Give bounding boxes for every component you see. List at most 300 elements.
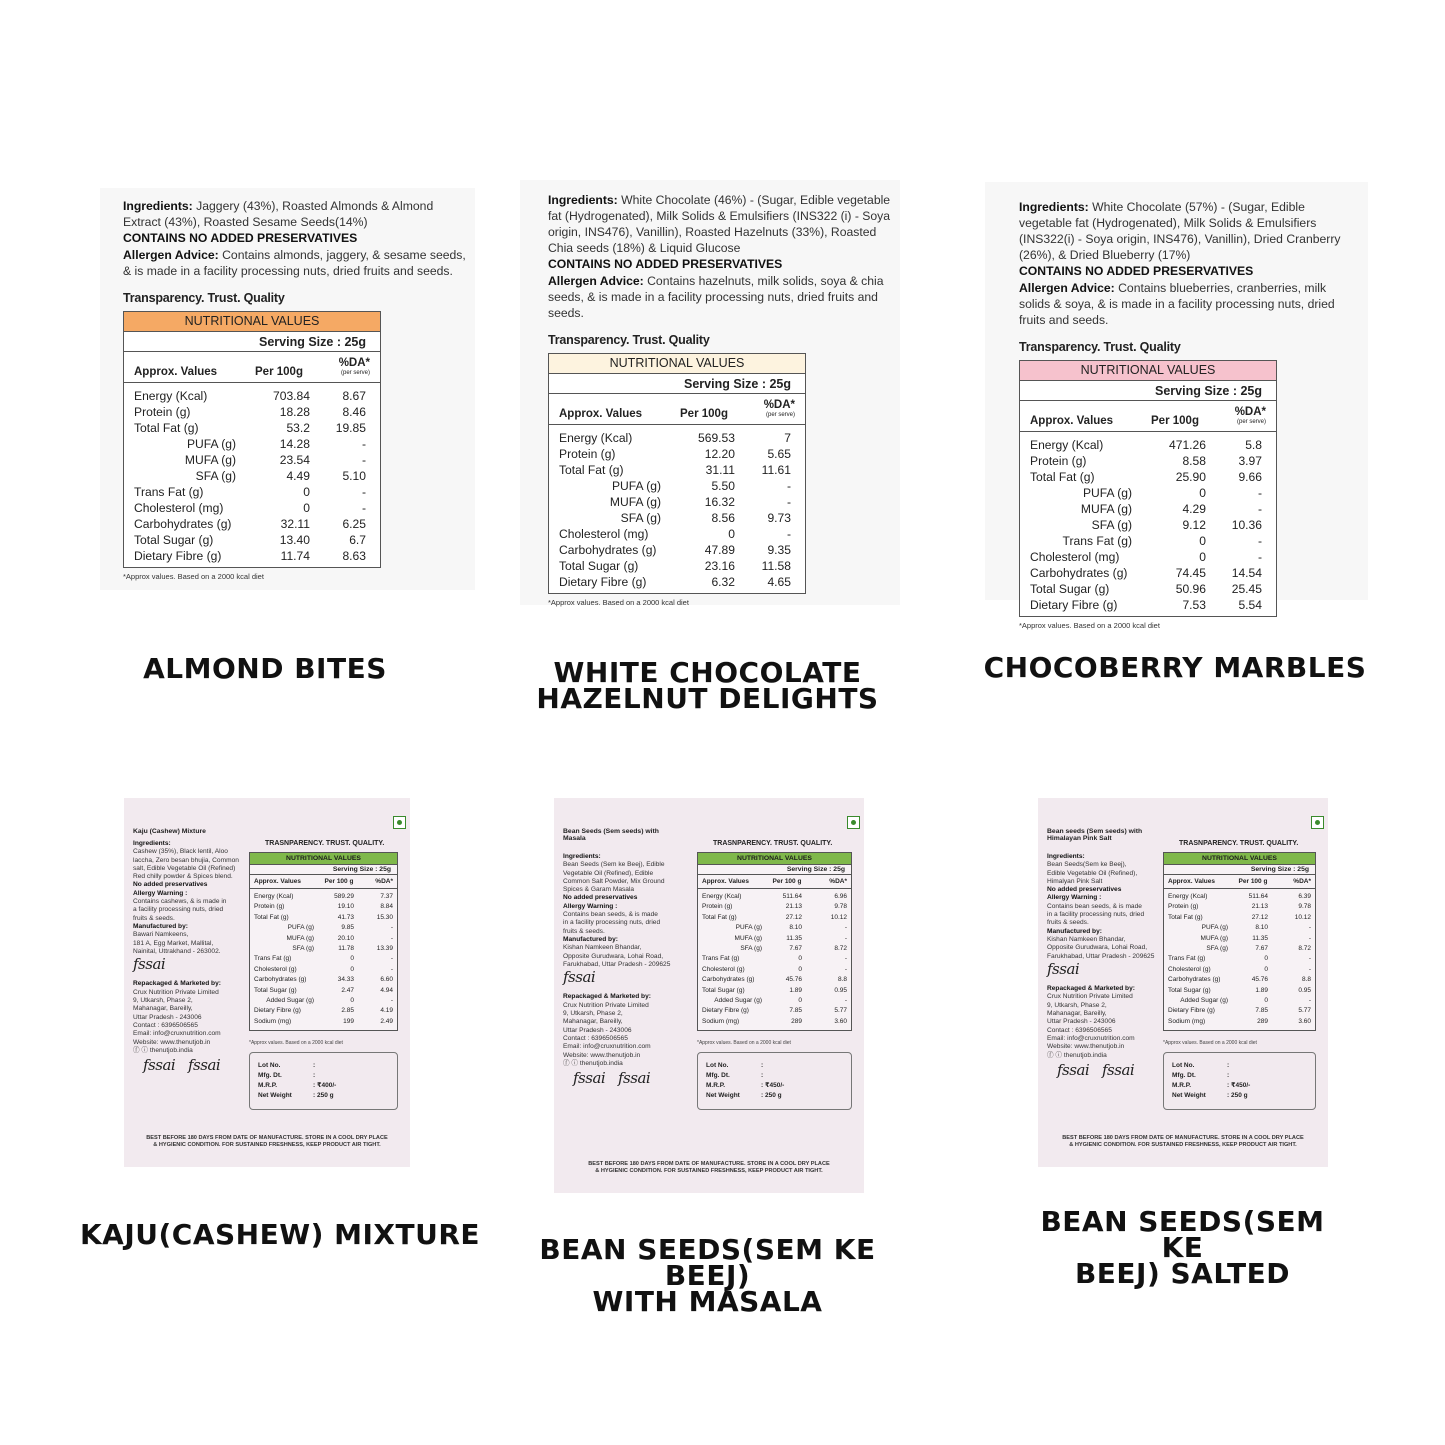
percent-da-value: 10.12 bbox=[1294, 913, 1311, 921]
label-text-line: in a facility processing nuts, dried bbox=[563, 919, 661, 927]
label-text-line: Himalyan Pink Salt bbox=[1047, 877, 1103, 885]
table-row bbox=[254, 892, 393, 902]
percent-da-value: 2.49 bbox=[380, 1017, 393, 1025]
col-percent-da-sub: (per serve) bbox=[1236, 419, 1266, 425]
lot-value: : ₹400/- bbox=[313, 1082, 337, 1089]
per-100g-value: 21.13 bbox=[785, 903, 802, 911]
per-100g-value: 7.85 bbox=[789, 1007, 802, 1015]
lot-key: Lot No. bbox=[258, 1062, 281, 1069]
table-row bbox=[254, 934, 393, 944]
label-text-line: Website: www.thenutjob.in bbox=[133, 1038, 211, 1046]
nutrient-name: Energy (Kcal) bbox=[702, 893, 742, 900]
label-text-line: Mahanagar, Bareilly, bbox=[563, 1018, 623, 1026]
per-100g-value: 34.33 bbox=[337, 976, 354, 984]
label-text-line: fruits & seeds. bbox=[1047, 919, 1089, 927]
nutrient-name: MUFA (g) bbox=[286, 934, 314, 942]
table-row bbox=[702, 965, 847, 975]
col-approx-values: Approx. Values bbox=[254, 878, 301, 885]
label-text-line: a facility processing nuts, dried bbox=[133, 906, 224, 914]
lot-value: : bbox=[1227, 1062, 1230, 1069]
nutrient-name: Carbohydrates (g) bbox=[1168, 976, 1221, 984]
per-100g-value: 4.49 bbox=[286, 469, 310, 483]
table-row bbox=[1030, 565, 1266, 581]
nutrient-name: PUFA (g) bbox=[735, 924, 762, 932]
per-100g-value: 9.85 bbox=[341, 924, 354, 932]
per-100g-value: 21.13 bbox=[1251, 903, 1268, 911]
table-row bbox=[134, 484, 370, 500]
nutrient-name: Trans Fat (g) bbox=[1168, 955, 1206, 963]
ingredients-value: White Chocolate (46%) - (Sugar, Edible vegetable fat (Hydrogenated), Milk Solids & Emulsifiers (INS322 (i) - Soya origin, INS476), Vanillin), Roasted Hazelnuts (33%), Roasted Chia seeds (18%) & Liquid Glucose bbox=[548, 193, 891, 255]
col-approx-values: Approx. Values bbox=[1168, 878, 1215, 885]
per-100g-value: 31.11 bbox=[705, 463, 735, 477]
label-text-line: Spices & Garam Masala bbox=[563, 886, 635, 894]
lot-value: : 250 g bbox=[1227, 1092, 1248, 1099]
fssai-logo: fssai bbox=[1057, 1060, 1090, 1079]
table-row bbox=[134, 436, 370, 452]
percent-da-value: - bbox=[844, 997, 847, 1005]
label-text-line: No added preservatives bbox=[133, 881, 208, 889]
preservatives-note: CONTAINS NO ADDED PRESERVATIVES bbox=[548, 257, 783, 271]
label-text-line: Uttar Pradesh - 243006 bbox=[1047, 1018, 1116, 1026]
per-100g-value: 27.12 bbox=[785, 913, 802, 921]
percent-da-value: - bbox=[361, 501, 366, 515]
label-text-line: Vegetable Oil (Refined), Edible bbox=[563, 869, 654, 877]
nutrient-name: Added Sugar (g) bbox=[266, 997, 314, 1005]
per-100g-value: 0 bbox=[303, 501, 310, 515]
nutrient-name: Total Fat (g) bbox=[559, 463, 624, 477]
per-100g-value: 199 bbox=[343, 1017, 354, 1025]
label-text-line: No added preservatives bbox=[1047, 886, 1122, 894]
table-column-headers bbox=[549, 394, 805, 425]
per-100g-value: 11.35 bbox=[1252, 934, 1268, 942]
nutrient-name: SFA (g) bbox=[1206, 945, 1228, 953]
table-column-headers bbox=[698, 875, 851, 889]
table-row bbox=[134, 468, 370, 484]
label-text-line: 9, Utkarsh, Phase 2, bbox=[1047, 1001, 1107, 1009]
percent-da-value: - bbox=[844, 934, 847, 942]
nutrient-name: Protein (g) bbox=[254, 903, 285, 911]
nutrient-name: Carbohydrates (g) bbox=[254, 976, 307, 984]
nutrient-name: Added Sugar (g) bbox=[714, 997, 762, 1005]
per-100g-value: 0 bbox=[350, 955, 354, 963]
fssai-logo: fssai bbox=[618, 1069, 651, 1088]
lot-info-box bbox=[697, 1052, 852, 1110]
table-row bbox=[1168, 1006, 1311, 1016]
table-row bbox=[559, 494, 795, 510]
table-row bbox=[1168, 902, 1311, 912]
lot-key: Net Weight bbox=[258, 1092, 292, 1099]
label-text-line: Contains bean seeds, & is made bbox=[563, 911, 658, 919]
col-per-100g: Per 100g bbox=[1151, 415, 1199, 427]
per-100g-value: 2.85 bbox=[341, 1007, 354, 1015]
lot-value: : ₹450/- bbox=[1227, 1082, 1251, 1089]
label-text-line: ⓕ ⓘ thenutjob.india bbox=[1047, 1051, 1107, 1059]
percent-da-value: - bbox=[361, 453, 366, 467]
percent-da-value: 5.77 bbox=[1298, 1007, 1311, 1015]
percent-da-value: - bbox=[1308, 997, 1311, 1005]
ingredients-text bbox=[548, 192, 896, 256]
nutrient-name: Dietary Fibre (g) bbox=[559, 575, 647, 589]
percent-da-value: - bbox=[1308, 924, 1311, 932]
tagline: Transparency. Trust. Quality bbox=[123, 291, 285, 305]
allergen-advice bbox=[1019, 280, 1359, 328]
allergen-advice bbox=[548, 273, 896, 321]
per-100g-value: 7.85 bbox=[1255, 1007, 1268, 1015]
label-text-line: Common Salt Powder, Mix Ground bbox=[563, 877, 665, 885]
table-body bbox=[1164, 889, 1315, 1030]
percent-da-value: - bbox=[786, 479, 791, 493]
nutrition-table-header: NUTRITIONAL VALUES bbox=[1164, 853, 1315, 865]
table-row bbox=[1030, 469, 1266, 485]
lot-value: : ₹450/- bbox=[761, 1082, 785, 1089]
lot-info-box bbox=[249, 1052, 398, 1110]
product-title: BEAN SEEDS(SEM KE BEEJ) WITH MASALA bbox=[539, 1233, 876, 1318]
percent-da-value: 4.65 bbox=[767, 575, 791, 589]
label-text-line: fruits & seeds. bbox=[563, 927, 605, 935]
table-row bbox=[254, 965, 393, 975]
table-row bbox=[1168, 913, 1311, 923]
percent-da-value: 0.95 bbox=[1298, 986, 1311, 994]
percent-da-value: - bbox=[361, 485, 366, 499]
per-100g-value: 8.58 bbox=[1182, 454, 1206, 468]
veg-mark-icon bbox=[1311, 816, 1324, 829]
nutrient-name: PUFA (g) bbox=[287, 924, 314, 932]
nutrient-name: SFA (g) bbox=[195, 469, 236, 483]
percent-da-value: 5.77 bbox=[834, 1007, 847, 1015]
ingredients-label: Ingredients: bbox=[1019, 200, 1089, 214]
preservatives-note: CONTAINS NO ADDED PRESERVATIVES bbox=[123, 231, 358, 245]
table-row bbox=[702, 944, 847, 954]
per-100g-value: 8.10 bbox=[789, 924, 802, 932]
nutrient-name: Cholesterol (mg) bbox=[1030, 550, 1120, 564]
col-percent-da: %DA* bbox=[1293, 878, 1311, 885]
percent-da-value: 13.39 bbox=[376, 945, 393, 953]
percent-da-value: 8.8 bbox=[837, 976, 847, 984]
nutrition-table-header: NUTRITIONAL VALUES bbox=[549, 354, 805, 374]
nutrient-name: MUFA (g) bbox=[184, 453, 236, 467]
table-row bbox=[254, 986, 393, 996]
percent-da-value: 3.97 bbox=[1238, 454, 1262, 468]
serving-size: Serving Size : 25g bbox=[1020, 381, 1276, 401]
nutrient-name: Sodium (mg) bbox=[254, 1017, 292, 1025]
table-column-headers bbox=[1020, 401, 1276, 432]
product-title: ALMOND BITES bbox=[143, 652, 387, 685]
table-row bbox=[1030, 597, 1266, 613]
lot-value: : bbox=[313, 1062, 316, 1069]
table-column-headers bbox=[124, 352, 380, 383]
table-row bbox=[702, 913, 847, 923]
table-row bbox=[1168, 1017, 1311, 1027]
per-100g-value: 5.50 bbox=[711, 479, 735, 493]
percent-da-value: 19.85 bbox=[335, 421, 366, 435]
nutrient-name: Cholesterol (mg) bbox=[134, 501, 224, 515]
nutrient-name: Total Sugar (g) bbox=[1030, 582, 1110, 596]
label-text-line: Contact : 6396506565 bbox=[563, 1034, 628, 1042]
table-row bbox=[559, 446, 795, 462]
nutrient-name: Carbohydrates (g) bbox=[702, 976, 755, 984]
nutrient-name: Total Sugar (g) bbox=[134, 533, 214, 547]
product-title: WHITE CHOCOLATE HAZELNUT DELIGHTS bbox=[536, 656, 879, 715]
lot-key: Mfg. Dt. bbox=[1172, 1072, 1196, 1079]
table-row bbox=[254, 954, 393, 964]
label-tagline: TRASNPARENCY. TRUST. QUALITY. bbox=[713, 840, 833, 847]
label-text-line: Mahanagar, Bareilly, bbox=[133, 1005, 193, 1013]
nutrient-name: Carbohydrates (g) bbox=[559, 543, 657, 557]
table-row bbox=[1168, 996, 1311, 1006]
nutrient-name: Energy (Kcal) bbox=[1168, 893, 1208, 900]
lot-key: Lot No. bbox=[706, 1062, 729, 1069]
per-100g-value: 0 bbox=[1199, 486, 1206, 500]
per-100g-value: 511.64 bbox=[782, 893, 802, 900]
ingredients-text bbox=[123, 198, 473, 230]
percent-da-value: 5.65 bbox=[767, 447, 791, 461]
table-row bbox=[134, 452, 370, 468]
lot-row bbox=[706, 1071, 843, 1081]
per-100g-value: 0 bbox=[798, 965, 802, 973]
nutrient-name: Total Sugar (g) bbox=[1168, 986, 1211, 994]
percent-da-value: 5.54 bbox=[1238, 598, 1262, 612]
table-row bbox=[134, 420, 370, 436]
label-text-line: Contact : 6396506565 bbox=[1047, 1026, 1112, 1034]
percent-da-value: - bbox=[786, 527, 791, 541]
nutrient-name: SFA (g) bbox=[620, 511, 661, 525]
nutrient-name: Cholesterol (mg) bbox=[559, 527, 649, 541]
per-100g-value: 289 bbox=[791, 1017, 802, 1025]
bean-seeds-salted-label bbox=[1038, 798, 1328, 1167]
lot-row bbox=[1172, 1061, 1307, 1071]
per-100g-value: 41.73 bbox=[337, 913, 354, 921]
table-body bbox=[250, 889, 397, 1030]
nutrient-name: MUFA (g) bbox=[1200, 934, 1228, 942]
label-tagline: TRASNPARENCY. TRUST. QUALITY. bbox=[1179, 840, 1299, 847]
per-100g-value: 23.16 bbox=[704, 559, 735, 573]
per-100g-value: 50.96 bbox=[1175, 582, 1206, 596]
nutrient-name: Protein (g) bbox=[702, 903, 733, 911]
table-row bbox=[134, 388, 370, 404]
per-100g-value: 703.84 bbox=[273, 389, 310, 403]
label-text-line: Manufactured by: bbox=[133, 922, 188, 930]
percent-da-value: 11.58 bbox=[761, 559, 791, 573]
nutrient-name: Dietary Fibre (g) bbox=[702, 1007, 749, 1015]
table-row bbox=[1030, 533, 1266, 549]
col-percent-da bbox=[1210, 407, 1266, 427]
lot-row bbox=[258, 1071, 389, 1081]
table-row bbox=[1030, 517, 1266, 533]
lot-info-box bbox=[1163, 1052, 1316, 1110]
label-text-line: Bean Seeds (Sem ke Beej), Edible bbox=[563, 861, 665, 869]
per-100g-value: 18.28 bbox=[279, 405, 310, 419]
label-text-line: Mahanagar, Bareilly, bbox=[1047, 1010, 1107, 1018]
label-text-line: 181 A, Egg Market, Mallital, bbox=[133, 939, 214, 947]
footnote: *Approx values. Based on a 2000 kcal diet bbox=[123, 572, 264, 581]
nutrient-name: Carbohydrates (g) bbox=[1030, 566, 1128, 580]
nutrient-name: SFA (g) bbox=[740, 945, 762, 953]
percent-da-value: - bbox=[390, 934, 393, 942]
nutrient-name: Energy (Kcal) bbox=[1030, 438, 1104, 452]
ingredients-value: White Chocolate (57%) - (Sugar, Edible vegetable fat (Hydrogenated), Milk Solids & Emulsifiers (INS322(i) - Soya origin, INS476), Vanillin), Dried Cranberry (26%), & Dried Blueberry (17%) bbox=[1019, 200, 1341, 262]
lot-value: : bbox=[761, 1062, 764, 1069]
per-100g-value: 0 bbox=[1264, 997, 1268, 1005]
table-row bbox=[1168, 975, 1311, 985]
nutrient-name: Total Fat (g) bbox=[1168, 913, 1203, 921]
percent-da-value: 8.46 bbox=[342, 405, 366, 419]
per-100g-value: 53.2 bbox=[286, 421, 310, 435]
per-100g-value: 0 bbox=[798, 955, 802, 963]
percent-da-value: 4.94 bbox=[380, 986, 393, 994]
label-text-line: Contains cashews, & is made in bbox=[133, 898, 227, 906]
nutrient-name: Protein (g) bbox=[134, 405, 191, 419]
col-per-100g: Per 100 g bbox=[324, 878, 354, 885]
per-100g-value: 47.89 bbox=[704, 543, 735, 557]
percent-da-value: 10.36 bbox=[1231, 518, 1262, 532]
preservatives-note: CONTAINS NO ADDED PRESERVATIVES bbox=[1019, 264, 1254, 278]
percent-da-value: - bbox=[390, 965, 393, 973]
top-panel-content bbox=[548, 192, 896, 607]
lot-value: : 250 g bbox=[761, 1092, 782, 1099]
nutrient-name: MUFA (g) bbox=[734, 934, 762, 942]
fssai-logo: fssai bbox=[143, 1056, 176, 1075]
per-100g-value: 11.78 bbox=[338, 945, 354, 953]
footnote: *Approx values. Based on a 2000 kcal diet bbox=[548, 598, 689, 607]
label-text-line: Bean Seeds(Sem ke Beej), bbox=[1047, 861, 1127, 869]
serving-size: Serving Size : 25g bbox=[250, 865, 397, 875]
table-row bbox=[254, 1006, 393, 1016]
table-row bbox=[134, 548, 370, 564]
fssai-logo: fssai bbox=[1047, 959, 1080, 978]
nutrient-name: MUFA (g) bbox=[609, 495, 661, 509]
veg-mark-icon bbox=[393, 816, 406, 829]
per-100g-value: 11.74 bbox=[280, 549, 310, 563]
nutrient-name: Trans Fat (g) bbox=[254, 955, 292, 963]
percent-da-value: - bbox=[1257, 550, 1262, 564]
per-100g-value: 16.32 bbox=[704, 495, 735, 509]
lot-key: M.R.P. bbox=[258, 1082, 278, 1089]
per-100g-value: 45.76 bbox=[1251, 976, 1268, 984]
label-text-line: Email: info@cruxnutrition.com bbox=[563, 1043, 651, 1051]
col-per-100g: Per 100 g bbox=[1238, 878, 1268, 885]
percent-da-value: 15.30 bbox=[376, 913, 393, 921]
lot-value: : bbox=[1227, 1072, 1230, 1079]
nutrient-name: Trans Fat (g) bbox=[702, 955, 740, 963]
percent-da-value: 9.66 bbox=[1238, 470, 1262, 484]
per-100g-value: 11.35 bbox=[786, 934, 802, 942]
label-text-line: Red chilly powder & Spices blend. bbox=[133, 873, 233, 881]
label-text-line: Website: www.thenutjob.in bbox=[1047, 1043, 1125, 1051]
lot-key: Mfg. Dt. bbox=[706, 1072, 730, 1079]
col-percent-da-sub: (per serve) bbox=[765, 412, 795, 418]
lot-key: M.R.P. bbox=[706, 1082, 726, 1089]
serving-size: Serving Size : 25g bbox=[698, 865, 851, 875]
col-per-100g: Per 100 g bbox=[772, 878, 802, 885]
percent-da-value: - bbox=[390, 955, 393, 963]
per-100g-value: 27.12 bbox=[1251, 913, 1268, 921]
label-text-line: Nainital, Uttrakhand - 263002. bbox=[133, 947, 221, 955]
ingredients-text bbox=[1019, 199, 1359, 263]
table-row bbox=[702, 923, 847, 933]
nutrient-name: Total Fat (g) bbox=[254, 913, 289, 921]
nutrient-name: Protein (g) bbox=[1168, 903, 1199, 911]
table-row bbox=[1168, 986, 1311, 996]
table-row bbox=[559, 574, 795, 590]
percent-da-value: - bbox=[1308, 934, 1311, 942]
per-100g-value: 23.54 bbox=[279, 453, 310, 467]
label-text-line: fruits & seeds. bbox=[133, 914, 175, 922]
fssai-logo: fssai bbox=[563, 968, 596, 987]
label-text-line: Farukhabad, Uttar Pradesh - 209625 bbox=[1047, 952, 1155, 960]
col-approx-values: Approx. Values bbox=[134, 366, 218, 378]
nutrient-name: Cholesterol (g) bbox=[254, 965, 297, 973]
label-text-line: No added preservatives bbox=[563, 894, 638, 902]
label-text-line: ⓕ ⓘ thenutjob.india bbox=[133, 1046, 193, 1054]
table-row bbox=[702, 902, 847, 912]
table-row bbox=[134, 404, 370, 420]
label-text-line: ⓕ ⓘ thenutjob.india bbox=[563, 1059, 623, 1067]
nutrition-table bbox=[548, 353, 806, 594]
table-column-headers bbox=[250, 875, 397, 889]
table-row bbox=[559, 542, 795, 558]
per-100g-value: 8.56 bbox=[711, 511, 735, 525]
per-100g-value: 0 bbox=[1264, 955, 1268, 963]
table-row bbox=[1168, 934, 1311, 944]
per-100g-value: 14.28 bbox=[279, 437, 310, 451]
allergen-label: Allergen Advice: bbox=[123, 248, 219, 262]
per-100g-value: 9.12 bbox=[1182, 518, 1206, 532]
nutrient-name: PUFA (g) bbox=[1082, 486, 1132, 500]
table-body bbox=[698, 889, 851, 1030]
percent-da-value: - bbox=[1257, 486, 1262, 500]
lot-row bbox=[706, 1091, 843, 1101]
lot-value: : bbox=[313, 1072, 316, 1079]
nutrient-name: PUFA (g) bbox=[186, 437, 236, 451]
lot-key: Lot No. bbox=[1172, 1062, 1195, 1069]
label-text-line: Allergy Warning : bbox=[133, 889, 188, 897]
col-percent-da bbox=[739, 400, 795, 420]
nutrition-table bbox=[1019, 360, 1277, 617]
nutrient-name: Protein (g) bbox=[559, 447, 616, 461]
nutrient-name: Energy (Kcal) bbox=[254, 893, 294, 900]
approx-note: *Approx values. Based on a 2000 kcal diet bbox=[697, 1040, 791, 1046]
lot-key: Mfg. Dt. bbox=[258, 1072, 282, 1079]
storage-note: BEST BEFORE 180 DAYS FROM DATE OF MANUFACTURE. STORE IN A COOL DRY PLACE & HYGIENIC CONDITION. FOR SUSTAINED FRESHNESS, KEEP PRODUCT AIR TIGHT. bbox=[1062, 1135, 1304, 1148]
table-body bbox=[549, 425, 805, 593]
nutrient-name: Sodium (mg) bbox=[702, 1017, 740, 1025]
table-column-headers bbox=[1164, 875, 1315, 889]
percent-da-value: 8.8 bbox=[1301, 976, 1311, 984]
label-text-line: Uttar Pradesh - 243006 bbox=[563, 1026, 632, 1034]
product-title: CHOCOBERRY MARBLES bbox=[983, 651, 1367, 684]
lot-key: Net Weight bbox=[706, 1092, 740, 1099]
col-percent-da: %DA* bbox=[375, 878, 393, 885]
table-row bbox=[702, 1017, 847, 1027]
table-row bbox=[1030, 453, 1266, 469]
label-text-line: Edible Vegetable Oil (Refined), bbox=[1047, 869, 1138, 877]
nutrient-name: SFA (g) bbox=[1091, 518, 1132, 532]
storage-note: BEST BEFORE 180 DAYS FROM DATE OF MANUFACTURE. STORE IN A COOL DRY PLACE & HYGIENIC CONDITION. FOR SUSTAINED FRESHNESS, KEEP PRODUCT AIR TIGHT. bbox=[146, 1135, 388, 1148]
top-panel-content bbox=[1019, 199, 1359, 630]
allergen-label: Allergen Advice: bbox=[1019, 281, 1115, 295]
table-row bbox=[254, 975, 393, 985]
per-100g-value: 0 bbox=[350, 997, 354, 1005]
label-tagline: TRASNPARENCY. TRUST. QUALITY. bbox=[265, 840, 385, 847]
fssai-logo: fssai bbox=[1102, 1060, 1135, 1079]
lot-row bbox=[706, 1081, 843, 1091]
percent-da-value: 9.78 bbox=[1298, 903, 1311, 911]
label-text-line: 9, Utkarsh, Phase 2, bbox=[133, 997, 193, 1005]
per-100g-value: 0 bbox=[1199, 534, 1206, 548]
label-product-name: Kaju (Cashew) Mixture bbox=[133, 828, 206, 835]
ingredients-label: Ingredients: bbox=[548, 193, 618, 207]
per-100g-value: 8.10 bbox=[1255, 924, 1268, 932]
